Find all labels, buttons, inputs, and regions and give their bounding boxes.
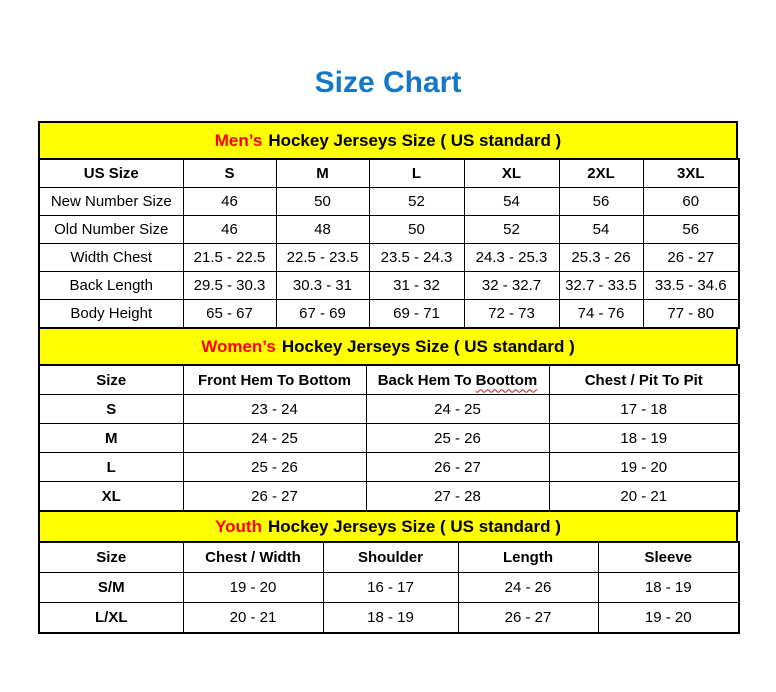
mens-header-highlight: Men’s: [214, 130, 263, 150]
mens-header-row: [39, 159, 739, 188]
table-cell: 31 - 32: [369, 272, 464, 300]
size-chart: [38, 121, 738, 634]
row-label: L: [39, 453, 183, 482]
column-header: US Size: [39, 159, 183, 188]
table-cell: 16 - 17: [323, 573, 458, 603]
youth-size-table: [38, 541, 740, 634]
table-row: [39, 188, 739, 216]
table-cell: 26 - 27: [183, 482, 366, 512]
column-header: S: [183, 159, 276, 188]
column-header: M: [276, 159, 369, 188]
column-header: 3XL: [643, 159, 739, 188]
column-header: L: [369, 159, 464, 188]
table-cell: 74 - 76: [559, 300, 643, 329]
table-cell: 24 - 26: [458, 573, 598, 603]
table-cell: 24 - 25: [366, 395, 549, 424]
table-cell: 23 - 24: [183, 395, 366, 424]
row-label: S/M: [39, 573, 183, 603]
row-label: New Number Size: [39, 188, 183, 216]
table-row: [39, 482, 739, 512]
row-label: S: [39, 395, 183, 424]
table-cell: 18 - 19: [323, 603, 458, 634]
youth-header-text: Hockey Jerseys Size ( US standard ): [267, 516, 561, 536]
table-cell: 20 - 21: [549, 482, 739, 512]
table-cell: 20 - 21: [183, 603, 323, 634]
table-row: [39, 453, 739, 482]
row-label: Body Height: [39, 300, 183, 329]
column-header: Length: [458, 542, 598, 573]
table-cell: 67 - 69: [276, 300, 369, 329]
youth-header-row: [39, 542, 739, 573]
womens-size-table: [38, 364, 740, 512]
table-row: [39, 395, 739, 424]
table-cell: 22.5 - 23.5: [276, 244, 369, 272]
table-cell: 50: [369, 216, 464, 244]
row-label: L/XL: [39, 603, 183, 634]
table-cell: 33.5 - 34.6: [643, 272, 739, 300]
youth-header-highlight: Youth: [215, 516, 262, 536]
womens-header-highlight: Women’s: [201, 336, 276, 356]
column-header: XL: [464, 159, 559, 188]
table-cell: 25.3 - 26: [559, 244, 643, 272]
table-cell: 26 - 27: [643, 244, 739, 272]
table-cell: 27 - 28: [366, 482, 549, 512]
table-cell: 56: [559, 188, 643, 216]
table-cell: 26 - 27: [458, 603, 598, 634]
table-cell: 17 - 18: [549, 395, 739, 424]
column-header: Size: [39, 542, 183, 573]
row-label: Back Length: [39, 272, 183, 300]
table-row: [39, 244, 739, 272]
table-cell: 21.5 - 22.5: [183, 244, 276, 272]
table-row: [39, 603, 739, 634]
table-cell: 24 - 25: [183, 424, 366, 453]
table-cell: 77 - 80: [643, 300, 739, 329]
table-cell: 29.5 - 30.3: [183, 272, 276, 300]
table-cell: 26 - 27: [366, 453, 549, 482]
mens-header-text: Hockey Jerseys Size ( US standard ): [268, 130, 562, 150]
column-header: 2XL: [559, 159, 643, 188]
table-cell: 54: [464, 188, 559, 216]
column-header: Size: [39, 365, 183, 395]
table-cell: 56: [643, 216, 739, 244]
table-cell: 69 - 71: [369, 300, 464, 329]
table-cell: 18 - 19: [549, 424, 739, 453]
table-cell: 19 - 20: [549, 453, 739, 482]
mens-size-table: [38, 158, 740, 329]
table-cell: 65 - 67: [183, 300, 276, 329]
table-cell: 52: [464, 216, 559, 244]
column-header: Shoulder: [323, 542, 458, 573]
column-header: Chest / Width: [183, 542, 323, 573]
table-cell: 30.3 - 31: [276, 272, 369, 300]
table-cell: 72 - 73: [464, 300, 559, 329]
table-cell: 19 - 20: [183, 573, 323, 603]
womens-header-row: [39, 365, 739, 395]
womens-section-header: [38, 327, 738, 366]
table-cell: 24.3 - 25.3: [464, 244, 559, 272]
table-cell: 52: [369, 188, 464, 216]
table-cell: 54: [559, 216, 643, 244]
table-cell: 46: [183, 188, 276, 216]
table-cell: 23.5 - 24.3: [369, 244, 464, 272]
row-label: Old Number Size: [39, 216, 183, 244]
table-row: [39, 424, 739, 453]
column-header: Chest / Pit To Pit: [549, 365, 739, 395]
table-row: [39, 272, 739, 300]
table-cell: 50: [276, 188, 369, 216]
misspelled-word: Boottom: [475, 371, 538, 389]
womens-header-text: Hockey Jerseys Size ( US standard ): [281, 336, 575, 356]
table-row: [39, 216, 739, 244]
mens-section-header: [38, 121, 738, 160]
table-cell: 18 - 19: [598, 573, 739, 603]
table-cell: 25 - 26: [366, 424, 549, 453]
row-label: XL: [39, 482, 183, 512]
column-header: Back Hem To Boottom: [366, 365, 549, 395]
column-header: Sleeve: [598, 542, 739, 573]
table-cell: 60: [643, 188, 739, 216]
table-cell: 19 - 20: [598, 603, 739, 634]
table-row: [39, 573, 739, 603]
table-cell: 46: [183, 216, 276, 244]
table-cell: 25 - 26: [183, 453, 366, 482]
column-header: Front Hem To Bottom: [183, 365, 366, 395]
row-label: Width Chest: [39, 244, 183, 272]
youth-section-header: [38, 510, 738, 543]
table-cell: 32 - 32.7: [464, 272, 559, 300]
row-label: M: [39, 424, 183, 453]
table-cell: 32.7 - 33.5: [559, 272, 643, 300]
page-title: Size Chart: [314, 66, 462, 99]
table-cell: 48: [276, 216, 369, 244]
table-row: [39, 300, 739, 329]
